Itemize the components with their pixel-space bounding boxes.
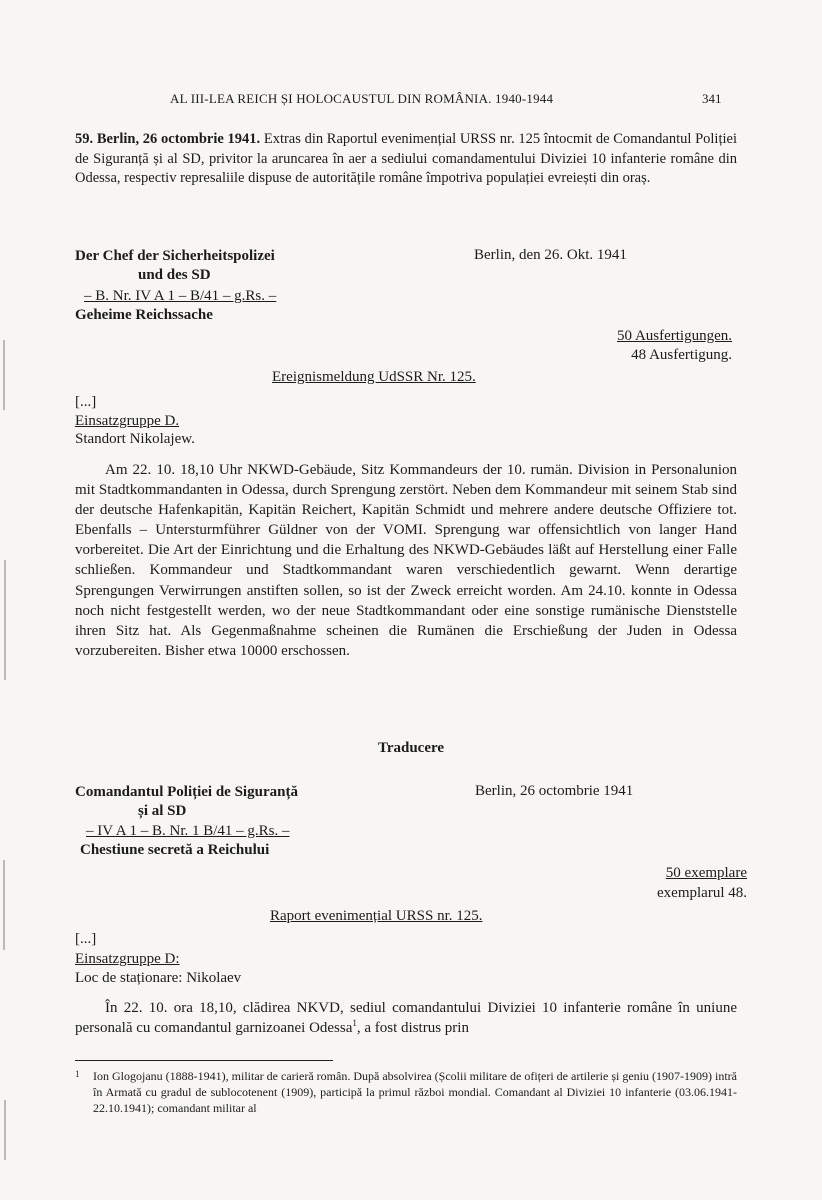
footnote-reference: 1	[352, 1018, 357, 1029]
document-number-date: 59. Berlin, 26 octombrie 1941.	[75, 131, 261, 147]
german-copies-total: 50 Ausfertigungen.	[617, 328, 732, 344]
scan-margin-mark	[4, 560, 6, 680]
romanian-place-date: Berlin, 26 octombrie 1941	[475, 783, 634, 799]
romanian-copies-total: 50 exemplare	[665, 865, 747, 881]
scan-margin-mark	[3, 340, 5, 410]
document-heading	[75, 130, 737, 189]
german-sender-line2: und des SD	[138, 267, 211, 283]
german-location: Standort Nikolajew.	[75, 431, 195, 447]
scan-margin-mark	[3, 860, 5, 950]
romanian-report-title: Raport evenimențial URSS nr. 125.	[270, 908, 483, 924]
romanian-einsatzgruppe: Einsatzgruppe D:	[75, 951, 180, 967]
page-number: 341	[702, 91, 722, 106]
romanian-copy-number: exemplarul 48.	[657, 885, 747, 901]
romanian-sender-line1: Comandantul Poliției de Siguranță	[75, 784, 298, 800]
german-body-paragraph: Am 22. 10. 18,10 Uhr NKWD-Gebäude, Sitz Kommandeurs der 10. rumän. Division in Personalunion mit Stadtkommandanten in Odessa, durch Sprengung zerstört. Neben dem Kommandeur mit seinem Stab sind der deutsche Hafenkapitän, Kapitän Reichert, Kapitän Schmidt und mehrere andere deutsche Offiziere tot. Ebenfalls – Untersturmführer Güldner von der VOMI. Sprengung war offensichtlich von langer Hand vorbereitet. Die Art der Einrichtung und die Erhaltung des NKWD-Gebäudes läßt auf Herstellung einer Falle schließen. Kommandeur und Stadtkommandant waren verschiedentlich gewarnt. Wenn derartige Sprengungen Verwirrungen anstiften sollen, so ist der Zweck erreicht worden. Am 24.10. konnte in Odessa noch nicht festgestellt werden, wo der neue Stadtkommandant oder eine sonstige rumänische Dienststelle ihren Sitz hat. Als Gegenmaßnahme scheinen die Rumänen die Erschießung der Juden in Odessa vorzubereiten. Bisher etwa 10000 erschossen.	[75, 462, 737, 659]
romanian-body-paragraph	[75, 998, 737, 1038]
romanian-sender-line2: și al SD	[138, 803, 187, 819]
translation-label: Traducere	[377, 740, 445, 756]
german-einsatzgruppe: Einsatzgruppe D.	[75, 413, 180, 429]
footnote-text: Ion Glogojanu (1888-1941), militar de carieră român. După absolvirea (Școlii militare de ofițeri de artilerie și geniu (1907-1909) intră în Armată cu gradul de sublocotenent (1909), participă la primul război mondial. Comandant al Diviziei 10 infanterie (03.06.1941-22.10.1941); comandant militar al	[93, 1069, 737, 1115]
german-ellipsis: [...]	[75, 394, 97, 410]
german-classification: Geheime Reichssache	[75, 307, 213, 323]
german-reference: – B. Nr. IV A 1 – B/41 – g.Rs. –	[84, 288, 277, 304]
romanian-body-text-cont: , a fost distrus prin	[356, 1020, 469, 1037]
footnote-separator	[75, 1060, 333, 1061]
german-sender-line1: Der Chef der Sicherheitspolizei	[75, 248, 275, 264]
german-place-date: Berlin, den 26. Okt. 1941	[474, 247, 627, 263]
document-description: Extras din Raportul evenimențial URSS nr. 125 întocmit de Comandantul Poliției de Siguranță și al SD, privitor la aruncarea în aer a sediului comandamentului Diviziei 10 infanterie române din Odessa, respectiv represaliile dispuse de autoritățile române împotriva populației evreiești din oraș.	[75, 131, 737, 186]
romanian-reference: – IV A 1 – B. Nr. 1 B/41 – g.Rs. –	[86, 823, 290, 839]
romanian-body-text: În 22. 10. ora 18,10, clădirea NKVD, sediul comandantului Diviziei 10 infanterie române în uniune personală cu comandantul garnizoanei Odessa	[75, 1000, 737, 1037]
romanian-location: Loc de staționare: Nikolaev	[75, 970, 242, 986]
german-copy-number: 48 Ausfertigung.	[631, 347, 732, 363]
footnote-number: 1	[75, 1069, 80, 1079]
romanian-classification: Chestiune secretă a Reichului	[80, 842, 270, 858]
scan-margin-mark	[4, 1100, 6, 1160]
running-head: AL III-LEA REICH ȘI HOLOCAUSTUL DIN ROMÂNIA. 1940-1944	[170, 91, 554, 106]
german-report-title: Ereignismeldung UdSSR Nr. 125.	[272, 369, 476, 385]
romanian-ellipsis: [...]	[75, 931, 97, 947]
footnote	[75, 1068, 737, 1116]
